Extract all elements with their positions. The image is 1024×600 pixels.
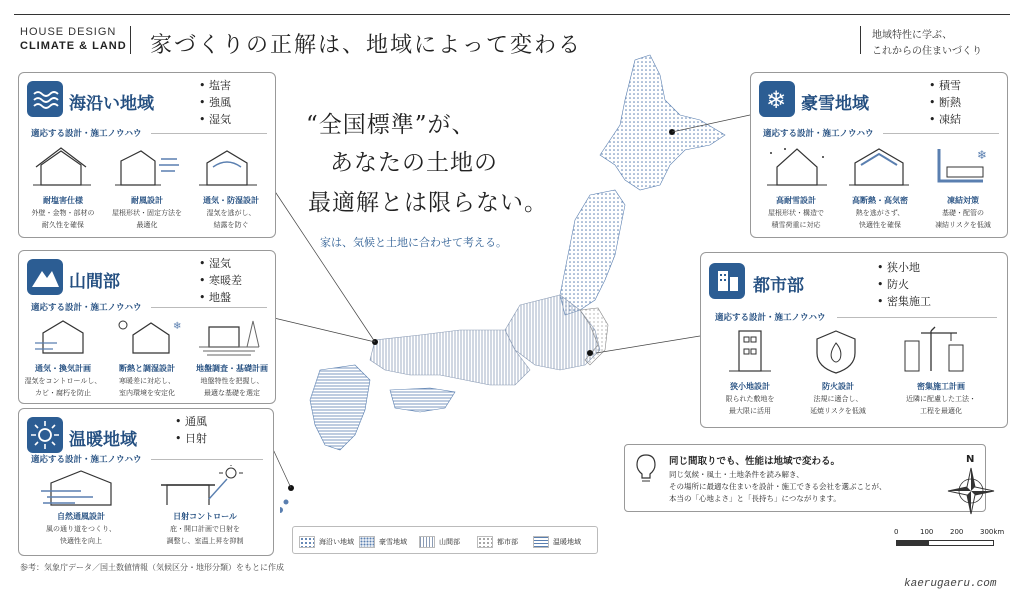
tag: • 狭小地 <box>877 259 931 276</box>
item <box>891 381 991 416</box>
card-mountain <box>18 250 276 404</box>
item-name: 高耐雪設計 <box>776 196 816 205</box>
snowflake-icon <box>759 81 795 117</box>
tag: • 防火 <box>877 276 931 293</box>
top-right-line1: 地域特性に学ぶ、 <box>872 30 953 41</box>
compass-label: N <box>966 454 975 465</box>
item-desc: 最大限に活用 <box>729 407 771 415</box>
card-tags <box>877 259 931 310</box>
section-rule <box>151 459 263 460</box>
scale-label: 0 <box>894 528 899 536</box>
svg-text:❄: ❄ <box>766 86 787 114</box>
fire-shield-icon <box>811 327 861 375</box>
card-snow <box>750 72 1008 238</box>
brand-line2: CLIMATE & LAND <box>20 40 127 52</box>
tag: • 寒暖差 <box>199 272 242 289</box>
item-desc: 室内環境を安定化 <box>119 389 175 397</box>
section-label: 適応する設計・施工ノウハウ <box>31 303 142 313</box>
house-vent-icon <box>199 145 259 189</box>
item-name: 狭小地設計 <box>730 382 770 391</box>
crane-construction-icon <box>901 325 971 375</box>
narrow-house-icon <box>725 327 775 375</box>
building-icon <box>709 263 745 299</box>
item-name: 耐塩害仕様 <box>43 196 83 205</box>
legend-item: 都市部 <box>477 536 518 548</box>
item <box>191 363 273 398</box>
legend-item: 海沿い地域 <box>299 536 354 548</box>
item-desc: 快適性を向上 <box>60 537 102 545</box>
house-breeze-icon <box>39 467 123 509</box>
note-line3: 本当の「心地よさ」と「長持ち」につながります。 <box>669 494 841 503</box>
item-desc: 屋根形状・構造で <box>768 209 824 217</box>
card-title: 山間部 <box>69 272 120 292</box>
page-title: 家づくりの正解は、地域によって変わる <box>150 33 583 58</box>
item-desc: 凍結リスクを低減 <box>935 221 991 229</box>
item-desc: カビ・腐朽を防止 <box>35 389 91 397</box>
item-desc: 工程を最適化 <box>920 407 962 415</box>
section-rule <box>837 317 997 318</box>
card-warm <box>18 408 274 556</box>
note-title: 同じ間取りでも、性能は地域で変わる。 <box>669 456 841 467</box>
wave-icon <box>27 81 63 117</box>
legend-item: 山間部 <box>419 536 460 548</box>
lightbulb-icon <box>633 453 659 483</box>
item <box>105 363 189 398</box>
headline-line3: 最適解とは限らない。 <box>308 190 548 216</box>
item-name: 日射コントロール <box>173 512 237 521</box>
scale-label: 200 <box>950 528 964 536</box>
section-rule <box>883 133 999 134</box>
sun-icon <box>27 417 63 453</box>
card-coastal <box>18 72 276 238</box>
item-desc: 地盤特性を把握し、 <box>200 377 264 385</box>
map-legend <box>292 526 598 554</box>
item-desc: 近隣に配慮した工法・ <box>906 395 976 403</box>
section-rule <box>151 307 267 308</box>
house-shade-icon <box>157 465 247 509</box>
card-urban <box>700 252 1008 428</box>
card-title: 都市部 <box>753 276 804 296</box>
headline-line2: あなたの土地の <box>330 150 498 176</box>
item-desc: 法規に適合し、 <box>813 395 863 403</box>
item <box>147 511 263 546</box>
headline-sub: 家は、気候と土地に合わせて考える。 <box>320 236 507 249</box>
section-rule <box>151 133 267 134</box>
item-desc: 積雪荷重に対応 <box>771 221 821 229</box>
house-airflow-icon <box>33 317 93 357</box>
card-title: 豪雪地域 <box>801 94 869 114</box>
item-name: 耐風設計 <box>131 196 163 205</box>
tag: • 地盤 <box>199 289 242 306</box>
item-desc: 調整し、室温上昇を抑制 <box>166 537 244 545</box>
svg-text:❄: ❄ <box>173 321 182 332</box>
tag: • 日射 <box>175 430 207 447</box>
item <box>755 195 837 230</box>
ground-survey-icon <box>199 317 263 357</box>
tag: • 湿気 <box>199 111 231 128</box>
item-desc: 庇・開口計画で日射を <box>170 525 240 533</box>
svg-text:❄: ❄ <box>977 148 988 162</box>
tag: • 湿気 <box>199 255 242 272</box>
tag: • 密集施工 <box>877 293 931 310</box>
item-desc: 耐久性を確保 <box>42 221 84 229</box>
tag: • 通風 <box>175 413 207 430</box>
item-desc: 屋根形状・固定方法を <box>112 209 182 217</box>
item <box>795 381 881 416</box>
item <box>707 381 793 416</box>
item-name: 凍結対策 <box>947 196 979 205</box>
item-desc: 延焼リスクを低減 <box>810 407 866 415</box>
note-line2: その場所に最適な住まいを設計・施工できる会社を選ぶことが、 <box>669 482 887 491</box>
item <box>191 195 271 230</box>
tag: • 塩害 <box>199 77 231 94</box>
item <box>839 195 921 230</box>
headline-line1: “全国標準”が、 <box>306 112 476 138</box>
item-name: 地盤調査・基礎計画 <box>196 364 268 373</box>
item-desc: 湿気を逃がし、 <box>206 209 256 217</box>
item-desc: 熱を逃がさず、 <box>855 209 905 217</box>
reference-note: 参考：気象庁データ／国土数値情報（気候区分・地形分類）をもとに作成 <box>20 563 284 572</box>
section-label: 適応する設計・施工ノウハウ <box>763 129 874 139</box>
item <box>23 195 103 230</box>
item <box>923 195 1003 230</box>
pipe-freeze-icon <box>933 145 997 189</box>
card-tags <box>199 255 242 306</box>
item <box>29 511 133 546</box>
tag: • 断熱 <box>929 94 961 111</box>
item-name: 高断熱・高気密 <box>852 196 908 205</box>
house-salt-icon <box>33 145 93 189</box>
item <box>23 363 103 398</box>
item-name: 密集施工計画 <box>917 382 965 391</box>
compass-rose-icon <box>946 466 996 516</box>
legend-item: 温暖地域 <box>533 536 581 548</box>
top-right-line2: これからの住まいづくり <box>872 46 982 57</box>
item-desc: 寒暖差に対応し、 <box>119 377 175 385</box>
site-watermark: kaerugaeru.com <box>904 578 997 590</box>
item-desc: 快適性を確保 <box>859 221 901 229</box>
house-wind-icon <box>115 145 185 189</box>
note-line1: 同じ気候・風土・土地条件を読み解き、 <box>669 470 804 479</box>
card-title: 海沿い地域 <box>69 94 154 114</box>
section-label: 適応する設計・施工ノウハウ <box>715 313 826 323</box>
item-desc: 湿気をコントロールし、 <box>24 377 102 385</box>
card-tags <box>175 413 207 447</box>
house-thermal-icon <box>115 317 185 357</box>
item-desc: 結露を防ぐ <box>213 221 249 229</box>
section-label: 適応する設計・施工ノウハウ <box>31 129 142 139</box>
item-desc: 限られた敷地を <box>725 395 775 403</box>
tag: • 積雪 <box>929 77 961 94</box>
tag: • 強風 <box>199 94 231 111</box>
section-label: 適応する設計・施工ノウハウ <box>31 455 142 465</box>
item-name: 通気・換気計画 <box>35 364 91 373</box>
item-desc: 最適化 <box>136 221 158 229</box>
scale-label: 300km <box>980 528 1005 536</box>
item-name: 通気・防湿設計 <box>203 196 259 205</box>
card-title: 温暖地域 <box>69 430 137 450</box>
item-desc: 最適な基礎を選定 <box>204 389 260 397</box>
item-desc: 風の通り道をつくり、 <box>46 525 116 533</box>
item <box>105 195 189 230</box>
legend-item: 豪雪地域 <box>359 536 407 548</box>
scale-label: 100 <box>920 528 934 536</box>
item-name: 自然通風設計 <box>57 512 105 521</box>
card-tags <box>199 77 231 128</box>
item-name: 断熱と調湿設計 <box>119 364 175 373</box>
brand-line1: HOUSE DESIGN <box>20 26 117 38</box>
item-desc: 基礎・配管の <box>942 209 984 217</box>
house-snowload-icon <box>765 145 829 189</box>
item-name: 防火設計 <box>822 382 854 391</box>
mountain-icon <box>27 259 63 295</box>
note-box <box>624 444 986 512</box>
item-desc: 外壁・金物・部材の <box>31 209 95 217</box>
house-insulation-icon <box>847 145 911 189</box>
scale-bar <box>896 540 994 546</box>
tag: • 凍結 <box>929 111 961 128</box>
card-tags <box>929 77 961 128</box>
